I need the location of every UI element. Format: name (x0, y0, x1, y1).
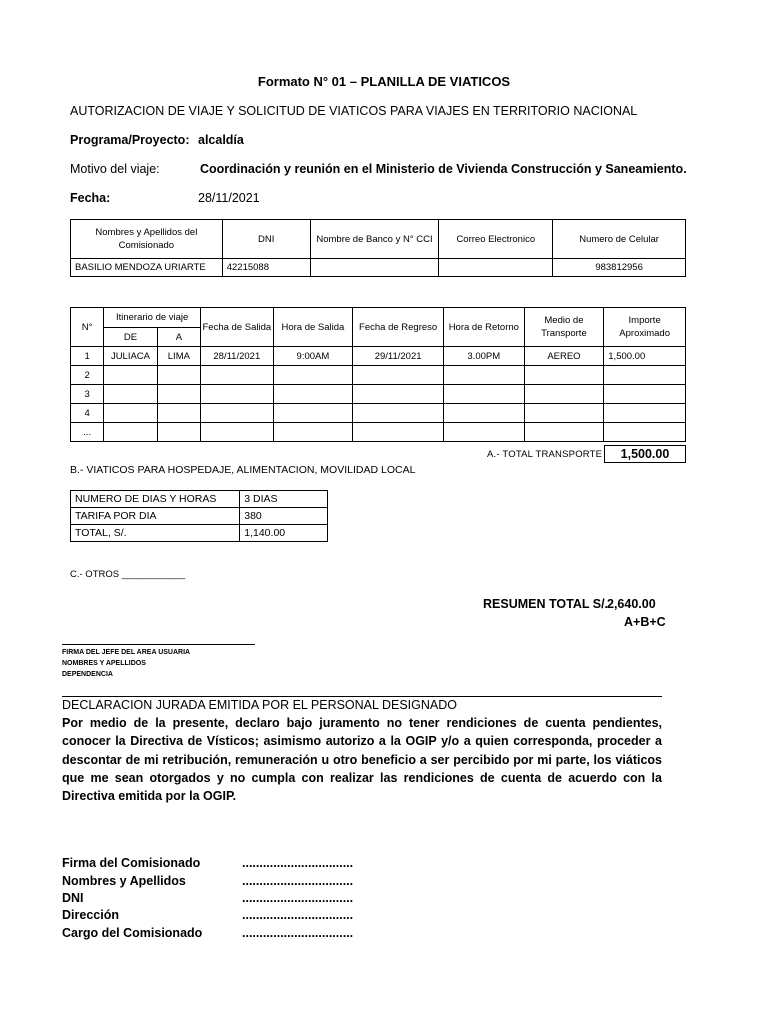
commissioner-table (70, 219, 686, 277)
col-header-de: DE (104, 328, 157, 347)
cell-medio (524, 366, 604, 385)
total-transporte-label: A.- TOTAL TRANSPORTE (487, 449, 603, 460)
summary-label: RESUMEN TOTAL S/. (483, 597, 609, 611)
cell-hora-salida (273, 366, 353, 385)
cell-de (104, 423, 157, 442)
cell-hora-salida (273, 404, 353, 423)
cell-value: 3 DIAS (240, 491, 328, 508)
cell-fecha-salida (201, 423, 274, 442)
form-subtitle: AUTORIZACION DE VIAJE Y SOLICITUD DE VIATICOS PARA VIAJES EN TERRITORIO NACIONAL (70, 104, 638, 118)
cell-label: TARIFA POR DIA (71, 508, 240, 525)
cell-fecha-salida (201, 366, 274, 385)
col-header-fecha-salida: Fecha de Salida (201, 308, 274, 347)
cell-importe (604, 423, 686, 442)
cell-value: 1,140.00 (240, 525, 328, 542)
cell-hora-retorno (443, 423, 524, 442)
cell-importe (604, 366, 686, 385)
motivo-label: Motivo del viaje: (70, 162, 160, 176)
table-row (71, 347, 686, 366)
field-nombres-label: Nombres y Apellidos (62, 874, 186, 888)
cell-fecha-salida: 28/11/2021 (201, 347, 274, 366)
declaration-title: DECLARACION JURADA EMITIDA POR EL PERSONAL DESIGNADO (62, 698, 457, 712)
fecha-label: Fecha: (70, 191, 111, 205)
signature-line (62, 644, 255, 645)
signature-jefe-label: FIRMA DEL JEFE DEL AREA USUARIA (62, 649, 191, 656)
summary-value: 2,640.00 (607, 597, 656, 611)
cell-num: ... (71, 423, 104, 442)
cell-hora-retorno (443, 404, 524, 423)
field-dni-dots: ................................ (242, 891, 354, 905)
cell-hora-salida (273, 385, 353, 404)
cell-a (157, 423, 200, 442)
field-firma-label: Firma del Comisionado (62, 856, 201, 870)
col-header-banco: Nombre de Banco y N° CCI (310, 220, 439, 259)
field-firma-dots: ................................ (242, 856, 354, 870)
cell-a (157, 404, 200, 423)
itinerary-table (70, 307, 686, 442)
summary-formula: A+B+C (624, 615, 666, 629)
cell-de (104, 385, 157, 404)
col-header-itinerario: Itinerario de viaje (104, 308, 201, 328)
viaticos-table (70, 490, 328, 542)
table-row (71, 404, 686, 423)
cell-num: 3 (71, 385, 104, 404)
cell-de (104, 404, 157, 423)
cell-dni: 42215088 (222, 259, 310, 277)
cell-fecha-regreso (353, 404, 444, 423)
field-nombres-dots: ................................ (242, 874, 354, 888)
table-row (71, 366, 686, 385)
cell-hora-retorno (443, 366, 524, 385)
col-header-num: N° (71, 308, 104, 347)
cell-nombre: BASILIO MENDOZA URIARTE (71, 259, 223, 277)
cell-importe (604, 385, 686, 404)
cell-medio (524, 423, 604, 442)
field-cargo-label: Cargo del Comisionado (62, 926, 203, 940)
section-b-title: B.- VIATICOS PARA HOSPEDAJE, ALIMENTACION, MOVILIDAD LOCAL (70, 464, 416, 476)
cell-medio (524, 404, 604, 423)
cell-fecha-regreso: 29/11/2021 (353, 347, 444, 366)
cell-celular: 983812956 (553, 259, 686, 277)
col-header-hora-salida: Hora de Salida (273, 308, 353, 347)
cell-a (157, 366, 200, 385)
cell-fecha-regreso (353, 423, 444, 442)
cell-medio (524, 385, 604, 404)
cell-num: 1 (71, 347, 104, 366)
cell-hora-salida: 9:00AM (273, 347, 353, 366)
col-header-fecha-regreso: Fecha de Regreso (353, 308, 444, 347)
cell-importe (604, 404, 686, 423)
cell-banco (310, 259, 439, 277)
cell-correo (439, 259, 553, 277)
signature-nombres-label: NOMBRES Y APELLIDOS (62, 660, 146, 667)
cell-hora-salida (273, 423, 353, 442)
separator-line (62, 696, 662, 697)
col-header-importe: Importe Aproximado (604, 308, 686, 347)
cell-de: JULIACA (104, 347, 157, 366)
cell-hora-retorno (443, 385, 524, 404)
cell-hora-retorno: 3.00PM (443, 347, 524, 366)
cell-importe: 1,500.00 (604, 347, 686, 366)
cell-label: NUMERO DE DIAS Y HORAS (71, 491, 240, 508)
cell-num: 4 (71, 404, 104, 423)
form-title: Formato N° 01 – PLANILLA DE VIATICOS (257, 74, 511, 89)
cell-label: TOTAL, S/. (71, 525, 240, 542)
table-row (71, 259, 686, 277)
fecha-value: 28/11/2021 (198, 191, 260, 205)
col-header-medio: Medio de Transporte (524, 308, 604, 347)
motivo-value: Coordinación y reunión en el Ministerio de Vivienda Construcción y Saneamiento. (200, 162, 687, 176)
col-header-nombres: Nombres y Apellidos del Comisionado (71, 220, 223, 259)
col-header-hora-retorno: Hora de Retorno (443, 308, 524, 347)
section-c-otros: C.- OTROS ____________ (70, 569, 186, 580)
col-header-a: A (157, 328, 200, 347)
cell-num: 2 (71, 366, 104, 385)
cell-fecha-salida (201, 404, 274, 423)
programa-value: alcaldía (198, 133, 244, 147)
table-row (71, 508, 328, 525)
field-direccion-dots: ................................ (242, 908, 354, 922)
total-transporte-value: 1,500.00 (604, 445, 686, 463)
col-header-dni: DNI (222, 220, 310, 259)
cell-medio: AEREO (524, 347, 604, 366)
cell-value: 380 (240, 508, 328, 525)
cell-fecha-regreso (353, 385, 444, 404)
table-row (71, 491, 328, 508)
cell-a: LIMA (157, 347, 200, 366)
table-row (71, 385, 686, 404)
cell-a (157, 385, 200, 404)
col-header-correo: Correo Electronico (439, 220, 553, 259)
field-dni-label: DNI (62, 891, 84, 905)
field-cargo-dots: ................................ (242, 926, 354, 940)
signature-dependencia-label: DEPENDENCIA (62, 671, 113, 678)
programa-label: Programa/Proyecto: (70, 133, 190, 147)
table-row (71, 423, 686, 442)
cell-fecha-regreso (353, 366, 444, 385)
field-direccion-label: Dirección (62, 908, 119, 922)
declaration-text: Por medio de la presente, declaro bajo juramento no tener rendiciones de cuenta pendientes, conocer la Directiva de Vísticos; asimismo autorizo a la OGIP y/o a quien corresponda, proceder a descontar de mi retribución, remuneración u otro beneficio a ser percibido por mi parte, los viáticos que me sean otorgados y no cumpla con realizar las rendiciones de cuenta de acuerdo con la Directiva emitida por la OGIP. (62, 716, 662, 804)
cell-fecha-salida (201, 385, 274, 404)
col-header-celular: Numero de Celular (553, 220, 686, 259)
cell-de (104, 366, 157, 385)
table-row (71, 525, 328, 542)
